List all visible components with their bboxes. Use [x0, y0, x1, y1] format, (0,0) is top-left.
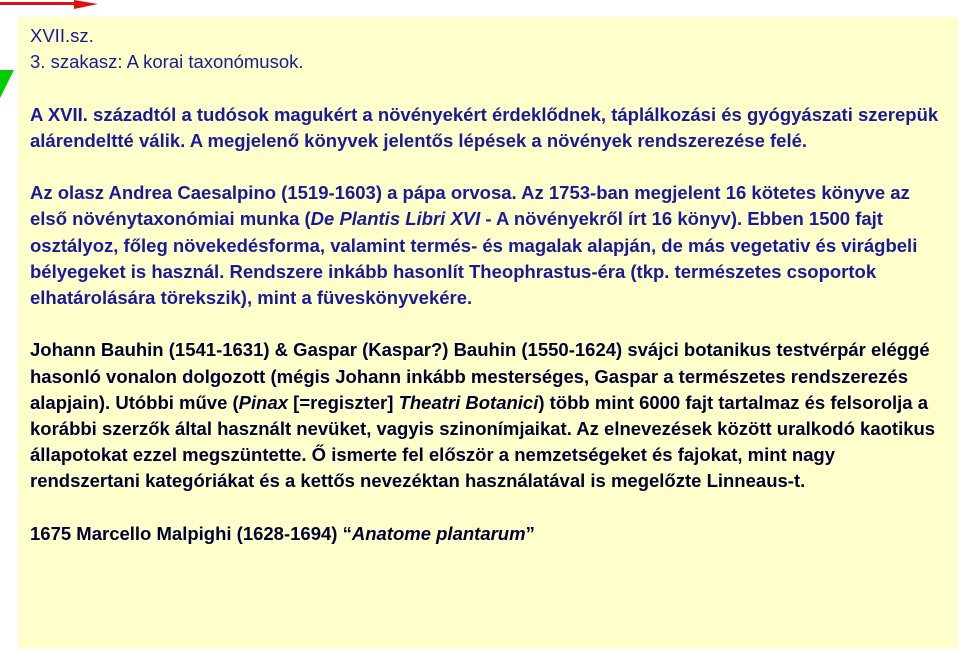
paragraph-caesalpino [30, 180, 950, 311]
caesalpino-book-title: De Plantis Libri XVI [310, 208, 481, 230]
paragraph-bauhin [30, 337, 950, 494]
green-corner-decoration [0, 70, 20, 100]
malpighi-close-quote: ” [525, 522, 535, 544]
slide-text [30, 23, 950, 547]
caesalpino-text-a: Az olasz Andrea Caesalpino (1519-1603) a pápa orvosa. Az 1753-ban megjelent 16 kötetes könyve az első növénytaxonómiai munka ( [30, 182, 910, 230]
bauhin-text-b: ) több mint 6000 fajt tartalmaz és felsorolja a korábbi szerzők által használt nevüket, vagyis szinonímjaikat. Az elnevezések között uralkodó kaotikus állapotokat ezzel megszüntette. Ő ismerte fel először a nemzetségeket és fajokat, mint nagy rendszertani kategóriákat és a kettős nevezéktan használatával is megelőzte Linneaus-t. [30, 391, 936, 492]
bauhin-book-title-pinax: Pinax [238, 391, 289, 413]
slide-heading [30, 23, 950, 75]
bauhin-text-mid: [=regiszter] [288, 391, 399, 413]
paragraph-malpighi [30, 521, 950, 547]
heading-section: 3. szakasz: A korai taxonómusok. [30, 51, 304, 73]
malpighi-text: 1675 Marcello Malpighi (1628-1694) [30, 522, 343, 544]
bauhin-book-title-theatri: Theatri Botanici [398, 391, 539, 413]
caesalpino-text-b: - A növényekről írt 16 könyv). Ebben 1500 fajt osztályoz, főleg növekedésforma, valamint termés- és magalak alapján, de más vegetativ és virágbeli bélyegeket is használ. Rendszere inkább hasonlít Theophrastus-éra (tkp. természetes csoportok elhatárolására törekszik), mint a füveskönyvekére. [30, 208, 918, 308]
malpighi-book-title: Anatome plantarum [351, 522, 526, 544]
heading-century: XVII.sz. [30, 25, 94, 46]
slide-panel [18, 17, 958, 649]
bauhin-text-a: Johann Bauhin (1541-1631) & Gaspar (Kaspar?) Bauhin (1550-1624) svájci botanikus testvérpár eléggé hasonló vonalon dolgozott (mégis Johann inkább mesterséges, Gaspar a természetes rendszerezés alapjain). Utóbbi műve ( [30, 339, 930, 413]
malpighi-open-quote: “ [342, 522, 352, 544]
paragraph-intro: A XVII. századtól a tudósok magukért a növényekért érdeklődnek, táplálkozási és gyógyászati szerepük alárendeltté válik. A megjelenő könyvek jelentős lépések a növények rendszerezése felé. [30, 103, 939, 151]
